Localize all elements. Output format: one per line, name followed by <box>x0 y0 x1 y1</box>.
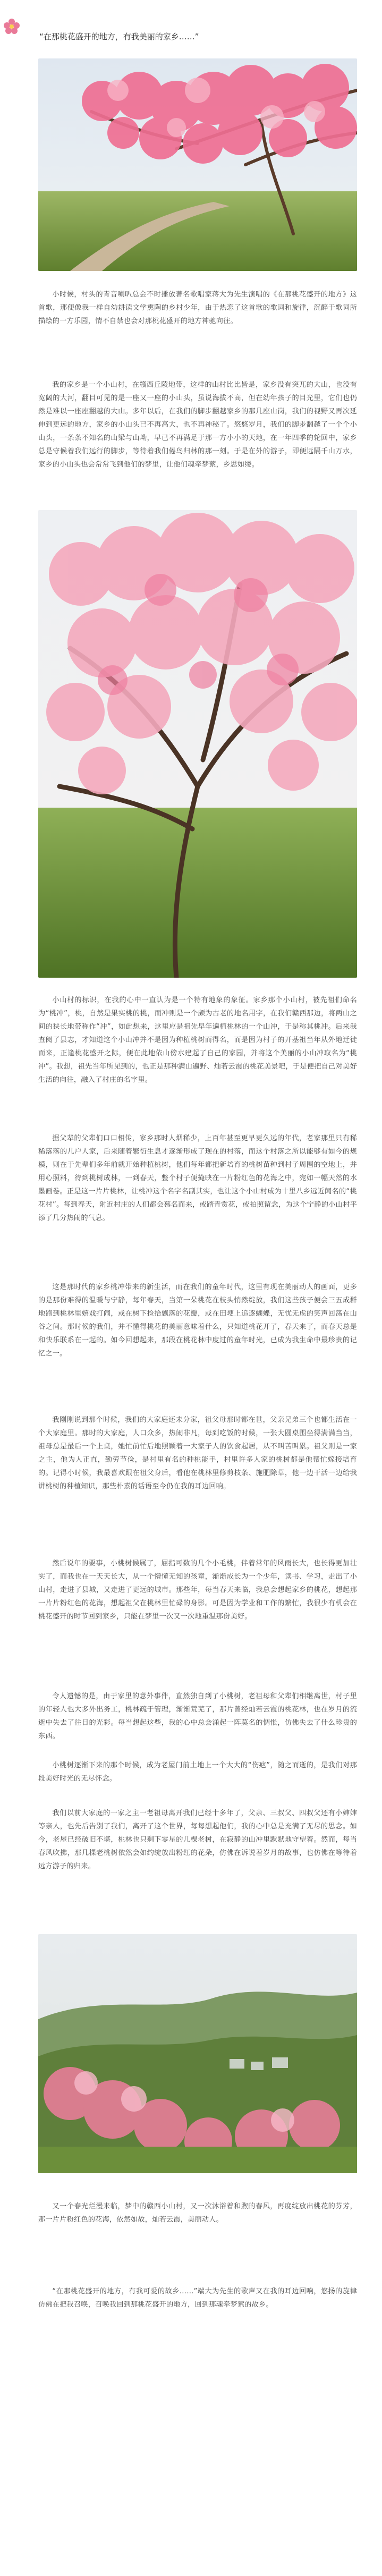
flower-icon <box>2 17 21 35</box>
valley-village-image <box>38 1934 357 2173</box>
paragraph: 我们以前大家庭的一家之主一老祖母离开我们已经十多年了，父亲、三叔父、四叔父还有小婶婶等亲人，也先后告别了我们，离开了这个世界，每每想起他们，我的心中总是充满了无尽的思念。如今，老屋已经破旧不堪，桃林也只剩下零星的几棵老树，在寂静的山冲里默默地守望着。然而，每当春风吹拂，那几棵老桃树依然会如约绽放出粉红的花朵，仿佛在诉说着岁月的故事，也仿佛在等待着远方游子的归来。 <box>38 1809 357 1870</box>
closing-paragraph: 又一个春光烂漫来临，梦中的赣西小山村，又一次沐浴着和煦的春风，再度绽放出桃花的芬芳，那一片片粉红色的花海，依然如故，灿若云霞，美丽动人。 <box>38 2202 357 2224</box>
peach-orchard-photo <box>38 510 357 978</box>
peach-orchard-image <box>38 510 357 978</box>
paragraph: 令人遗憾的是，由于家里的意外事件，直然独自到了小桃树，老祖母和父辈们相继离世，村子里的年轻人也大多外出务工，桃林疏于管理，渐渐荒芜了，那片曾经灿若云霞的桃花林，也在岁月的流逝中失去了往日的光彩。每当想起这些，我的心中总会涌起一阵莫名的惆怅，仿佛失去了什么珍贵的东西。 <box>38 1692 357 1740</box>
paragraph: 然后说年的要事，小桃树候属了，屈指可数的几个小毛桃，伴着常年的风雨长大，也长得更加壮实了，而我也在一天天长大，从一个懵懂无知的孩童，渐渐成长为一个少年，读书、学习，走出了小山村，走进了县城，又走进了更远的城市。那些年，每当春天来临，我总会想起家乡的桃花，想起那一片片粉红色的花海，想起祖父在桃林里忙碌的身影。可是因为学业和工作的繁忙，我很少有机会在桃花盛开的时节回到家乡，只能在梦里一次又一次地重温那份美好。 <box>38 1560 357 1621</box>
intro-quote: “在那桃花盛开的地方，有我美丽的家乡……” <box>39 32 199 41</box>
paragraph: 据父辈的父辈们口口相传，家乡那时人烟稀少，上百年甚至更早更久远的年代，老家那里只有稀稀落落的几户人家，后来随着繁衍生息才逐渐形成了现在的村落，而这个村落之所以能够有如今的规模，则在于先辈们多年前就开始种植桃树，他们每年都把新培育的桃树苗种到村子周围的空地上，并用心照料，待到桃树成林，一到春天，整个村子便掩映在一片粉红色的花海之中，宛如一幅天然的水墨画卷。正是这一片片桃林，让桃冲这个名字名副其实，也让这个小山村成为十里八乡远近闻名的“桃花村”。每到春天，附近村庄的人们都会慕名而来，或踏青赏花，或拍照留念，为这个宁静的小山村平添了几分热闹的气息。 <box>38 1134 357 1222</box>
paragraph: 这是那时代的家乡桃冲带来的新生活，而在我们的童年时代，这里有现在美丽动人的画面，更多的是那份难得的温暖与宁静，每年春天，当第一朵桃花在枝头悄然绽放，我们这些孩子便会三五成群地跑到桃林里嬉戏打闹，或在树下捡拾飘落的花瓣，或在田埂上追逐蝴蝶，无忧无虑的笑声回荡在山谷之间。那时候的我们，并不懂得桃花的美丽意味着什么，只知道桃花开了，春天来了，而春天总是和快乐联系在一起的。如今回想起来，那段在桃花林中度过的童年时光，已成为我生命中最珍贵的记忆之一。 <box>38 1283 357 1358</box>
valley-village-photo <box>38 1934 357 2173</box>
paragraph: 小桃树逐渐下来的那个时候，成为老屋门前土地上一个大大的“伤疤”，随之而逝的，是我们对那段美好时光的无尽怀念。 <box>38 1761 357 1783</box>
outro-quote: “在那桃花盛开的地方，有我可爱的故乡……”端大为先生的歌声又在我的耳边回响，悠扬的旋律仿佛在把我召唤，召唤我回到那桃花盛开的地方，回到那魂牵梦萦的故乡。 <box>38 2287 357 2309</box>
peach-blossom-image <box>38 58 357 271</box>
paragraph: 小时候，村头的青音喇叭总会不时播放著名歌唱家蒋大为先生演唱的《在那桃花盛开的地方》这首歌，那便像我一样自幼耕读文学熏陶的乡村少年，由于热恋了这首歌的歌词和旋律，沉醉于歌词所描绘的一方乐园，情不自禁也会对那桃花盛开的地方神驰向往。 <box>38 291 357 325</box>
paragraph: 小山村的标识，在我的心中一直认为是一个特有地象的象征。家乡那个小山村，被先祖们命名为“桃冲”，桃，自然是果实桃的桃，而冲则是一个颇为古老的地名用字，在我们赣西那边，将两山之间的狭长地带称作“冲”，如此想来，这里应是祖先早年遍植桃林的一个山冲，于是称其桃冲。后来我查阅了县志，才知道这个小山冲并不是因为种植桃树而得名，而是因为村子的开基祖当年从外地迁徙而来，正逢桃花盛开之际，便在此地依山傍水建起了自己的家园，并将这个美丽的小山冲取名为“桃冲”。我想，祖先当年所见到的，也正是那种满山遍野、灿若云霞的桃花美景吧，于是便把自己对美好生活的向往，融入了村庄的名字里。 <box>38 996 357 1084</box>
paragraph: 我刚刚说到那个时候，我们的大家庭还未分家，祖父母那时都在世，父亲兄弟三个也都生活在一个大家庭里。那时的大家庭，人口众多，热闹非凡，每到吃饭的时候，一张大圆桌围坐得满满当当，祖母总是最后一个上桌，她忙前忙后地照顾着一大家子人的饮食起居，从不叫苦叫累。祖父则是一家之主，他为人正直，勤劳节俭，是村里有名的种桃能手，村里许多人家的桃树都是他帮忙嫁接培育的。记得小时候，我最喜欢跟在祖父身后，看他在桃林里修剪枝条、施肥除草，他一边干活一边给我讲桃树的种植知识，那些朴素的话语至今仍在我的耳边回响。 <box>38 1416 357 1490</box>
peach-blossom-photo <box>38 58 357 271</box>
paragraph: 我的家乡是一个小山村，在赣西丘陵地带，这样的山村比比皆是，家乡没有突兀的大山，也没有宽阔的大河，翻目可见的是一座又一座的小山头，虽说海拔不高，但在幼年孩子的目光里，它们也仍然是难以一座座翻越的大山。多年以后，在我们的脚步翻越家乡的那几座山岗，我们的视野又再次延伸到更远的地方，家乡的小山头已不再高大，也不再神秘了。悠悠岁月，我们的脚步翻越了一个个小山头，一条条不知名的山梁与山坳，早已不再满足于那一方小小的天地，在一年四季的轮回中，家乡总是守候着我们远行的脚步，等待着我们倦鸟归林的那一刻。于是在外的游子，即便远隔千山万水，家乡的小山头也会常常飞到他们的梦里，让他们魂牵梦萦，乡思如缕。 <box>38 381 357 469</box>
